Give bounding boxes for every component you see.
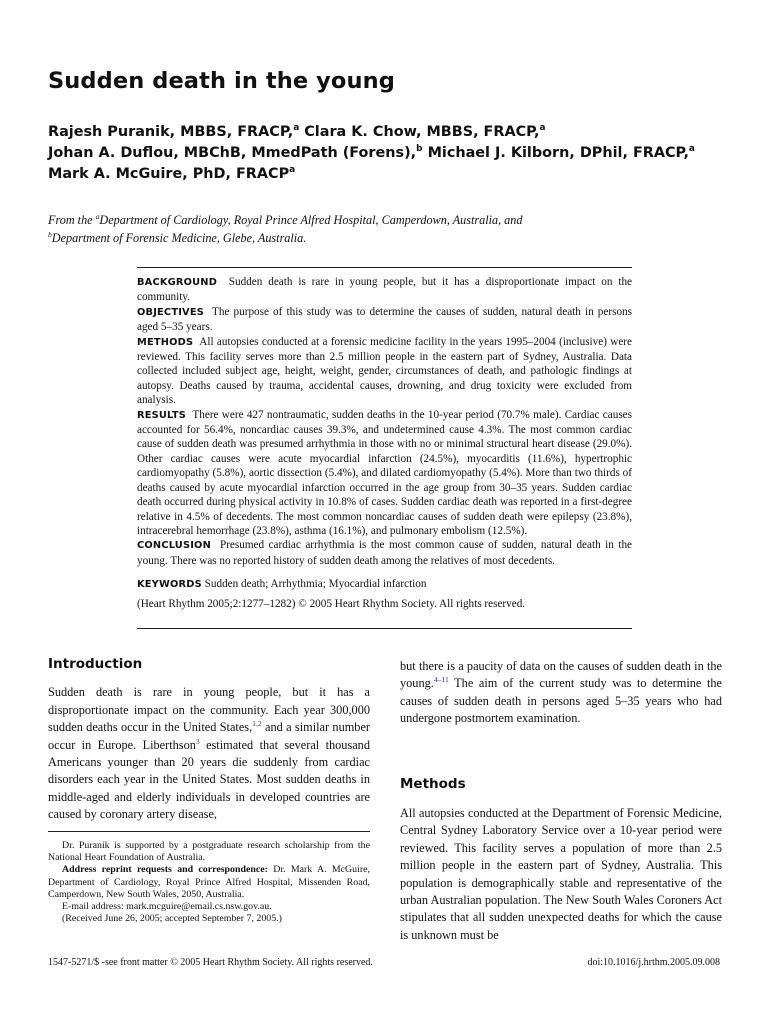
reprint-text: Dr. Mark A. McGuire, Department of Cardiology, Royal Prince Alfred Hospital, Missenden Road, Camperdown, New South Wales, 2050, Australia. — [48, 864, 371, 900]
footnote-rule — [48, 831, 370, 832]
affiliation-a: Department of Cardiology, Royal Prince Alfred Hospital, Camperdown, Australia, and — [99, 213, 523, 227]
footnotes — [48, 840, 370, 925]
abstract-keywords — [137, 577, 632, 592]
abstract-bottom-rule — [137, 628, 632, 629]
objectives-text: The purpose of this study was to determine the causes of sudden, natural death in persons aged 5–35 years. — [137, 305, 632, 334]
right-column — [400, 658, 722, 944]
left-column — [48, 656, 370, 824]
author-affiliation-mark: a — [539, 123, 546, 134]
abstract-background — [137, 275, 632, 305]
footer-doi[interactable]: doi:10.1016/j.hrthm.2005.09.008 — [587, 957, 720, 968]
results-text: There were 427 nontraumatic, sudden deaths in the 10-year period (70.7% male). Cardiac causes accounted for 56.4%, noncardiac causes 39.3%, and undetermined cause 4.3%. The most common cardiac cause of sudden death was presumed arrhythmia in those with no or minimal structural heart disease (29.0%). Other cardiac causes were acute myocardial infarction (24.5%), myocarditis (11.6%), hypertrophic cardiomyopathy (5.8%), aortic dissection (5.4%), and dilated cardiomyopathy (5.4%). More than two thirds of deaths caused by acute myocardial infarction occurred in the age group from 30–35 years. Sudden cardiac death occurred during physical activity in 10.8% of cases. Sudden cardiac death was reported in a first-degree relative in 4.5% of decedents. The most common noncardiac causes of sudden death were epilepsy (23.8%), intracerebral hemorrhage (23.8%), asthma (16.1%), and pulmonary embolism (12.5%). — [137, 408, 632, 537]
author-name: Rajesh Puranik, MBBS, FRACP, — [48, 124, 294, 140]
introduction-paragraph — [48, 684, 370, 823]
citation-ref-1-2[interactable]: 1,2 — [252, 719, 262, 729]
article-title: Sudden death in the young — [48, 68, 395, 94]
methods-text: All autopsies conducted at a forensic medicine facility in the years 1995–2004 (inclusive) were reviewed. This facility serves more than 2.5 million people in the eastern part of Sydney, Australia. Data collected included subject age, height, weight, gender, circumstances of death, and pathologic findings at autopsy. Deaths caused by trauma, accidental causes, drowning, and drug toxicity were excluded from analysis. — [137, 335, 632, 407]
citation-ref-4-11[interactable]: 4–11 — [433, 675, 449, 685]
author-name: Michael J. Kilborn, DPhil, FRACP, — [427, 145, 689, 161]
intro-text-2: and a similar number occur in Europe. Liberthson — [48, 720, 370, 752]
methods-paragraph: All autopsies conducted at the Department of Forensic Medicine, Central Sydney Laboratory Service over a 10-year period were reviewed. This facility serves a population of more than 2.5 million people in the eastern part of Sydney, Australia. This population is demographically stable and representative of the urban Australian population. The New South Wales Coroners Act stipulates that all sudden unexpected deaths for which the cause is unknown must be — [400, 806, 722, 942]
methods-heading: Methods — [400, 775, 466, 792]
footnote-reprint — [48, 864, 370, 901]
affiliation-b-mark: b — [48, 229, 52, 239]
author-affiliation-mark: a — [293, 123, 300, 134]
journal-citation: (Heart Rhythm 2005;2:1277–1282) © 2005 Heart Rhythm Society. All rights reserved. — [137, 597, 526, 610]
affiliation-b: Department of Forensic Medicine, Glebe, Australia. — [51, 230, 307, 245]
results-label: RESULTS — [137, 409, 187, 421]
abstract-top-rule — [137, 267, 632, 268]
author-name: Clara K. Chow, MBBS, FRACP, — [304, 124, 540, 140]
abstract-conclusion — [137, 538, 632, 568]
abstract-objectives — [137, 305, 632, 335]
keywords-label: KEYWORDS — [137, 579, 202, 591]
background-text: Sudden death is rare in young people, but it has a disproportionate impact on the community. — [137, 276, 633, 304]
reprint-label: Address reprint requests and correspondence: — [62, 864, 268, 876]
author-affiliation-mark: a — [688, 144, 695, 155]
intro-text-1: Sudden death is rare in young people, but it has a disproportionate impact on the community. Each year 300,000 sudden deaths occur in the United States, — [48, 685, 370, 735]
citation-ref-3[interactable]: 3 — [195, 736, 200, 746]
conclusion-text: Presumed cardiac arrhythmia is the most common cause of sudden, natural death in the young. There was no reported history of sudden death among the relatives of most decedents. — [137, 539, 633, 567]
intro-text-3: estimated that several thousand Americans younger than 20 years die suddenly from cardiac disorders each year in the United States. Most sudden deaths in middle-aged and elderly individuals in developed countries are caused by coronary artery disease, — [48, 737, 370, 822]
conclusion-label: CONCLUSION — [137, 540, 211, 552]
footnote-support: Dr. Puranik is supported by a postgraduate research scholarship from the National Heart Foundation of Australia. — [48, 840, 370, 864]
abstract — [137, 275, 632, 611]
affiliation-a-mark: a — [95, 211, 100, 221]
keywords-text: Sudden death; Arrhythmia; Myocardial infarction — [204, 578, 427, 591]
affiliations — [48, 212, 728, 247]
author-list — [48, 122, 748, 185]
introduction-heading: Introduction — [48, 656, 143, 672]
intro-text-5: The aim of the current study was to determine the causes of sudden death in persons aged 5–35 years who had undergone postmortem examination. — [400, 676, 722, 726]
footer-copyright: 1547-5271/$ -see front matter © 2005 Heart Rhythm Society. All rights reserved. — [48, 957, 373, 968]
abstract-methods — [137, 335, 632, 408]
footnote-received: (Received June 26, 2005; accepted September 7, 2005.) — [62, 913, 282, 925]
author-affiliation-mark: b — [416, 144, 423, 155]
intro-text-4: but there is a paucity of data on the causes of sudden death in the young. — [400, 659, 722, 691]
methods-label: METHODS — [137, 336, 194, 348]
author-affiliation-mark: a — [289, 165, 296, 176]
footnote-email: E-mail address: mark.mcguire@email.cs.nsw.gov.au. — [62, 901, 272, 913]
abstract-results — [137, 408, 632, 539]
author-name: Mark A. McGuire, PhD, FRACP — [48, 166, 290, 182]
author-name: Johan A. Duflou, MBChB, MmedPath (Forens), — [48, 145, 417, 161]
introduction-continued — [400, 658, 722, 728]
affiliation-prefix: From the — [48, 213, 96, 227]
objectives-label: OBJECTIVES — [137, 306, 204, 318]
background-label: BACKGROUND — [137, 277, 218, 288]
